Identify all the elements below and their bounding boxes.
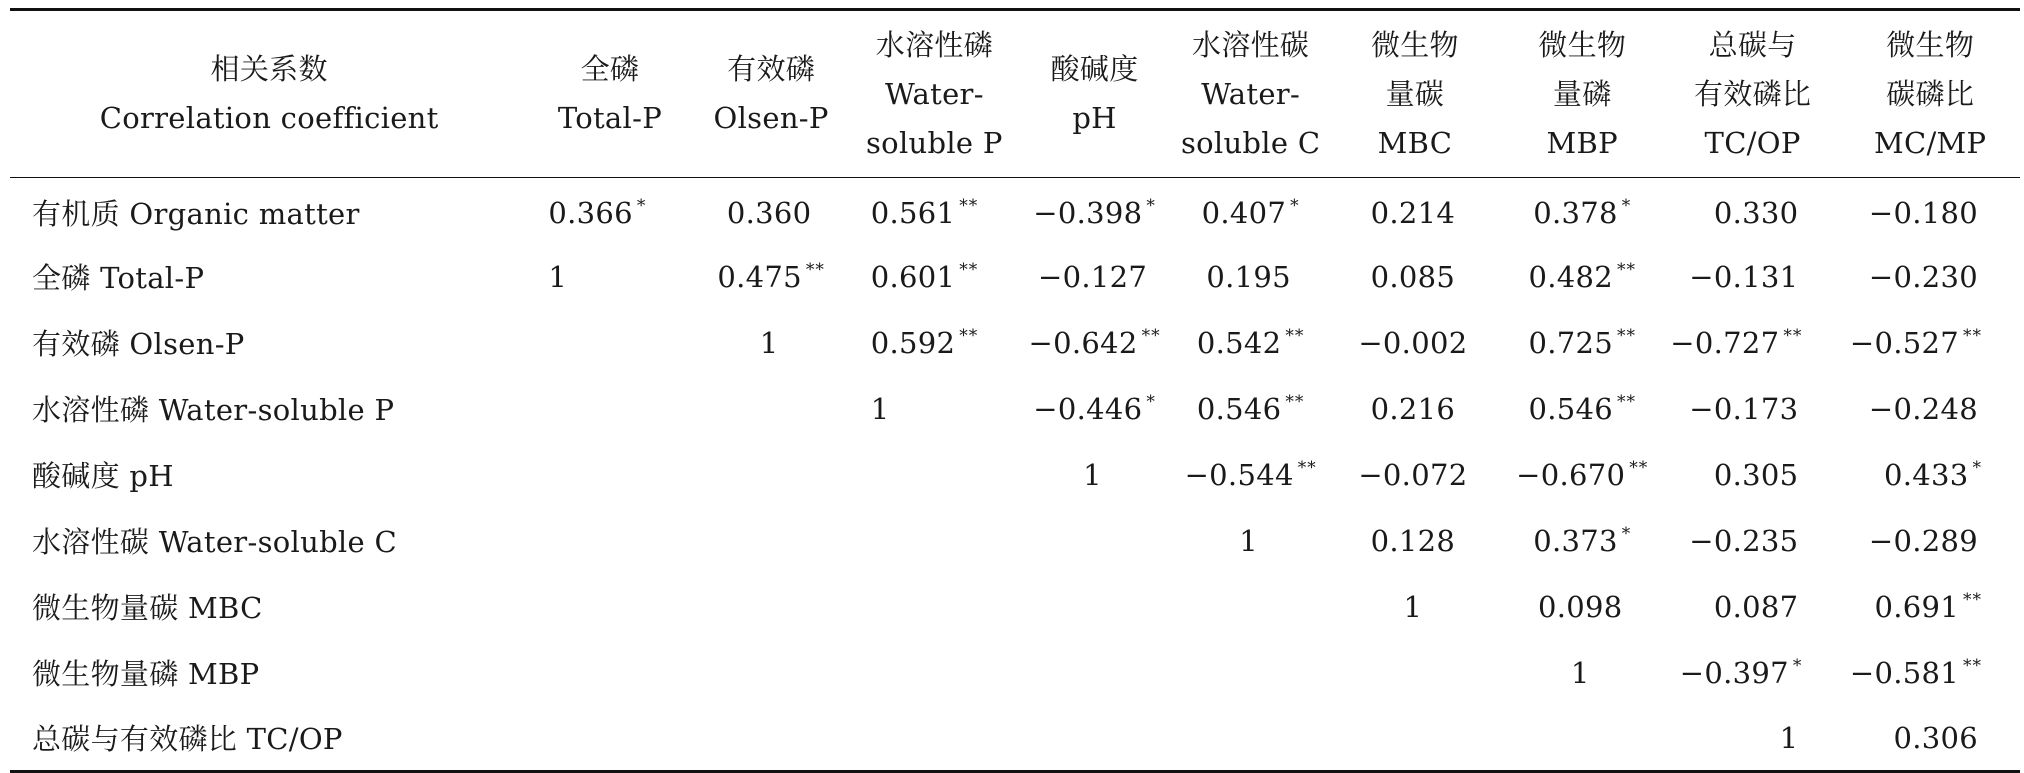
header-cell [1665,10,1840,178]
cell-value: 0.306 [1893,720,1978,755]
table-cell [528,178,691,244]
table-cell [851,706,1018,772]
column-header-en-line2: soluble P [866,125,1003,160]
table-cell [692,244,851,310]
table-cell [1171,640,1330,706]
cell-value: 0.601 [870,259,956,294]
column-header-en-line2: soluble C [1180,125,1321,160]
table-cell [1018,508,1171,574]
table-cell [1840,244,2020,310]
cell-value: 0.195 [1206,259,1291,294]
table-cell [1665,508,1840,574]
table-cell [1840,376,2020,442]
significance-marker: ** [1141,325,1161,346]
table-cell [1330,640,1499,706]
significance-marker: ** [1963,325,1982,346]
column-header-en: Total-P [557,101,663,135]
table-cell [692,178,851,244]
table-cell [1330,508,1499,574]
header-cell [851,10,1018,178]
significance-marker: ** [805,259,825,280]
table-cell [692,706,851,772]
cell-value: 0.592 [870,325,956,360]
row-label: 全磷 Total-P [32,261,205,295]
cell-value: −0.289 [1868,523,1978,558]
table-cell [528,508,691,574]
cell-value: 0.546 [1196,391,1282,426]
row-label: 有效磷 Olsen-P [32,327,245,361]
significance-marker: ** [959,259,979,280]
cell-value: −0.527 [1849,325,1959,360]
table-cell [1840,574,2020,640]
significance-marker: ** [1616,325,1636,346]
column-header-en: MBP [1546,125,1618,160]
cell-value: 0.691 [1874,589,1959,624]
table-cell [1665,706,1840,772]
cell-value: −0.235 [1689,523,1799,558]
table-cell [692,508,851,574]
cell-value: −0.446 [1033,391,1143,426]
cell-value: 0.098 [1537,589,1623,624]
cell-value: −0.248 [1868,391,1978,426]
cell-value: 0.360 [726,195,812,230]
table-cell [692,442,851,508]
significance-marker: ** [1783,325,1803,346]
cell-value: 0.085 [1370,259,1456,294]
header-cell [1840,10,2020,178]
header-cell [1171,10,1330,178]
cell-value: 0.407 [1201,195,1287,230]
table-cell [851,508,1018,574]
significance-marker: ** [1616,391,1636,412]
table-cell [1500,640,1665,706]
table-cell [1500,376,1665,442]
column-header-zh: 水溶性磷 [875,27,993,62]
table-cell [528,442,691,508]
table-cell [692,574,851,640]
table-cell [1840,310,2020,376]
column-header-zh-line2: 量磷 [1552,76,1612,111]
table-row [10,640,2020,706]
table-cell [851,376,1018,442]
table-cell [1840,442,2020,508]
table-cell [1171,574,1330,640]
significance-marker: * [1146,391,1156,412]
table-cell [1840,706,2020,772]
cell-value: −0.131 [1689,259,1799,294]
table-cell [1500,508,1665,574]
table-cell [1665,442,1840,508]
column-header-en: Correlation coefficient [99,101,439,135]
column-header-zh-line2: 有效磷比 [1694,76,1812,111]
table-cell [1018,442,1171,508]
significance-marker: * [1972,457,1982,478]
table-cell [692,376,851,442]
cell-value: 0.561 [870,195,956,230]
cell-value: −0.230 [1868,259,1978,294]
column-header-en: Olsen-P [713,101,829,135]
column-header-zh: 水溶性碳 [1192,27,1310,62]
cell-value: −0.544 [1184,457,1294,492]
cell-value: 0.305 [1713,457,1799,492]
table-cell [692,310,851,376]
column-header-zh: 有效磷 [727,52,816,86]
column-header-zh: 微生物 [1370,27,1459,62]
significance-marker: * [1621,523,1632,544]
cell-value: −0.127 [1037,259,1148,294]
cell-value: 1 [870,391,890,426]
table-cell [1500,244,1665,310]
header-cell [1500,10,1665,178]
table-cell [692,640,851,706]
table-cell [1500,706,1665,772]
significance-marker: ** [1297,457,1317,478]
table-cell [1665,310,1840,376]
column-header-en: TC/OP [1704,125,1801,160]
cell-value: −0.173 [1689,391,1799,426]
row-label: 微生物量磷 MBP [32,657,260,691]
cell-value: −0.397 [1679,655,1789,690]
cell-value: 0.087 [1713,589,1799,624]
table-cell [1500,574,1665,640]
column-header-en: MC/MP [1873,125,1987,160]
significance-marker: * [1621,195,1632,216]
table-cell [1018,706,1171,772]
cell-value: 0.216 [1370,391,1456,426]
table-row [10,376,2020,442]
cell-value: 0.475 [717,259,802,294]
cell-value: 0.214 [1370,195,1456,230]
cell-value: 1 [1570,655,1590,690]
cell-value: −0.727 [1670,325,1780,360]
table-cell [1018,178,1171,244]
table-cell [1330,244,1499,310]
table-cell [851,178,1018,244]
table-cell [851,310,1018,376]
row-label: 有机质 Organic matter [32,197,360,232]
table-cell [1330,574,1499,640]
table-cell [851,640,1018,706]
table-cell [528,310,691,376]
table-cell [851,574,1018,640]
table-cell [1018,574,1171,640]
table-cell [1018,244,1171,310]
column-header-en: Water- [884,76,984,111]
table-cell [1500,310,1665,376]
table-cell [851,244,1018,310]
significance-marker: ** [1629,457,1649,478]
table-row [10,508,2020,574]
column-header-zh: 微生物 [1886,27,1975,62]
cell-value: 1 [759,325,779,360]
column-header-en: pH [1072,101,1117,135]
cell-value: 0.366 [548,195,633,230]
table-cell [1500,178,1665,244]
table-cell [1171,706,1330,772]
table-row [10,706,2020,772]
row-label: 总碳与有效磷比 TC/OP [32,722,343,757]
column-header-zh: 总碳与 [1708,27,1797,62]
table-cell [528,574,691,640]
table-cell [1840,178,2020,244]
table-cell [528,640,691,706]
table-cell [1018,310,1171,376]
correlation-table [10,8,2020,773]
header-cell [528,10,691,178]
cell-value: 0.433 [1883,457,1969,492]
table-row [10,442,2020,508]
cell-value: 0.725 [1528,325,1613,360]
cell-value: −0.670 [1516,457,1626,492]
column-header-zh: 酸碱度 [1050,52,1139,86]
table-cell [1171,508,1330,574]
table-cell [1171,310,1330,376]
table-cell [851,442,1018,508]
significance-marker: * [636,195,647,216]
column-header-zh: 相关系数 [210,52,328,86]
cell-value: −0.002 [1358,325,1468,360]
table-row [10,244,2020,310]
table-cell [1665,640,1840,706]
table-cell [1171,244,1330,310]
column-header-zh: 微生物 [1538,27,1627,62]
table-row [10,178,2020,244]
header-row [10,10,2020,178]
significance-marker: ** [1616,259,1636,280]
table-cell [1665,376,1840,442]
significance-marker: * [1146,195,1156,216]
table-row [10,310,2020,376]
table-cell [1330,310,1499,376]
table-row [10,574,2020,640]
row-label: 水溶性磷 Water-soluble P [32,393,395,427]
header-cell [10,10,528,178]
cell-value: −0.072 [1358,457,1468,492]
cell-value: −0.180 [1868,195,1978,230]
significance-marker: ** [959,325,979,346]
column-header-zh-line2: 量碳 [1385,76,1445,111]
significance-marker: ** [1963,655,1982,676]
column-header-en: Water- [1201,76,1301,111]
column-header-zh: 全磷 [580,52,640,86]
row-label: 酸碱度 pH [32,459,174,493]
table-cell [1665,178,1840,244]
table-cell [1665,244,1840,310]
significance-marker: ** [1963,589,1982,610]
table-cell [1018,376,1171,442]
header-cell [1018,10,1171,178]
significance-marker: ** [959,195,979,216]
cell-value: −0.398 [1033,195,1143,230]
significance-marker: ** [1285,325,1305,346]
table-cell [1171,376,1330,442]
table-cell [1840,508,2020,574]
table-cell [1330,442,1499,508]
table-cell [1840,640,2020,706]
cell-value: 0.482 [1528,259,1613,294]
table-cell [1330,376,1499,442]
cell-value: 1 [1403,589,1423,624]
table-cell [1330,178,1499,244]
row-label: 水溶性碳 Water-soluble C [32,525,397,559]
column-header-zh-line2: 碳磷比 [1886,76,1975,111]
cell-value: 1 [1083,457,1102,492]
significance-marker: ** [1285,391,1305,412]
table-cell [1171,178,1330,244]
cell-value: 0.128 [1370,523,1456,558]
table-cell [1018,640,1171,706]
table-cell [528,244,691,310]
table-cell [1171,442,1330,508]
cell-value: 0.546 [1528,391,1613,426]
cell-value: −0.581 [1849,655,1959,690]
cell-value: 1 [1779,720,1799,755]
cell-value: 1 [548,259,568,294]
column-header-en: MBC [1377,125,1453,160]
significance-marker: * [1792,655,1803,676]
table-body [10,178,2020,772]
table-cell [528,706,691,772]
cell-value: 0.378 [1533,195,1618,230]
cell-value: 0.373 [1533,523,1618,558]
table-cell [1500,442,1665,508]
header-cell [692,10,851,178]
cell-value: 0.330 [1713,195,1799,230]
table-cell [1330,706,1499,772]
cell-value: −0.642 [1028,325,1138,360]
header-cell [1330,10,1499,178]
significance-marker: * [1290,195,1300,216]
row-label: 微生物量碳 MBC [32,591,263,625]
table-cell [1665,574,1840,640]
table-cell [528,376,691,442]
cell-value: 0.542 [1196,325,1282,360]
cell-value: 1 [1239,523,1259,558]
